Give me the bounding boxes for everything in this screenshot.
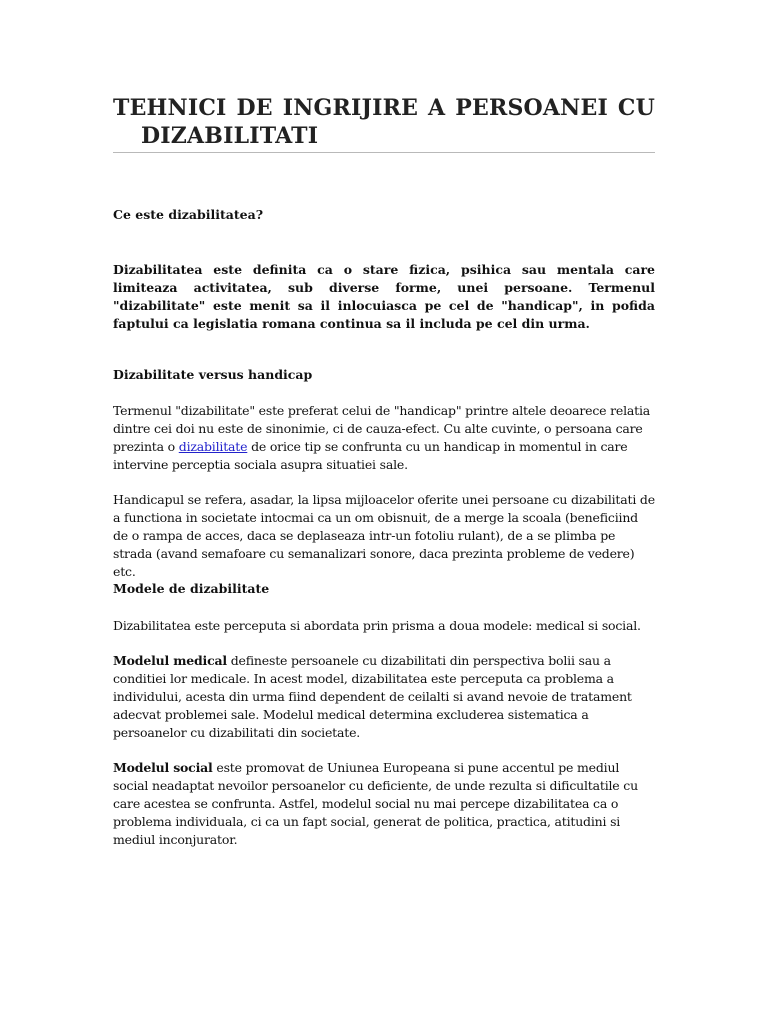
dizabilitate-link[interactable]: dizabilitate: [178, 439, 248, 454]
paragraph-handicapul: Handicapul se refera, asadar, la lipsa mijloacelor oferite unei persoane cu dizabilitati de a functiona in societate intocmai ca un om obisnuit, de a merge la scoala (beneficiind de o rampa de acces, daca se deplaseaza intr-un fotoliu rulant), de a se plimba pe strada (avand semafoare cu semanalizari sonore, daca prezinta probleme de vedere) etc.: [113, 492, 655, 579]
title-line-2: DIZABILITATI: [141, 123, 319, 149]
paragraph-termenul: [113, 402, 655, 474]
paragraph-modelul-social: [113, 759, 655, 849]
paragraph-modele-intro: Dizabilitatea este perceputa si abordata prin prisma a doua modele: medical si social.: [113, 618, 641, 633]
paragraph-text: Termenul "dizabilitate" este preferat celui de "handicap" printre altele deoarece relatia dintre cei doi nu este de sinonimie, ci de cauza-efect. Cu alte cuvinte, o persoana care prezinta o: [113, 403, 651, 454]
modelul-social-text: este promovat de Uniunea Europeana si pune accentul pe mediul social neadaptat nevoilor persoanelor cu deficiente, de unde rezulta si dificultatile cu care acestea se confrunta. Astfel, modelul social nu mai percepe dizabilitatea ca o problema individuala, ci ca un fapt social, generat de politica, practica, atitudini si mediul inconjurator.: [113, 760, 638, 847]
section-heading-modele-de-dizabilitate: Modele de dizabilitate: [113, 581, 270, 596]
modelul-medical-label: Modelul medical: [113, 653, 227, 668]
title-line-1: TEHNICI DE INGRIJIRE A PERSOANEI CU: [113, 95, 655, 121]
modelul-medical-text: defineste persoanele cu dizabilitati din perspectiva bolii sau a conditiei lor medicale. In acest model, dizabilitatea este perceputa ca problema a individului, acesta din urma fiind dependent de ceilalti si avand nevoie de tratament adecvat problemei sale. Modelul medical determina excluderea sistematica a persoanelor cu dizabilitati din societate.: [113, 653, 632, 740]
modelul-social-label: Modelul social: [113, 760, 213, 775]
paragraph-text: de orice tip se confrunta cu un handicap in momentul in care intervine perceptia sociala asupra situatiei sale.: [113, 439, 628, 472]
paragraph-modelul-medical: [113, 652, 655, 742]
definition-paragraph: Dizabilitatea este definita ca o stare fizica, psihica sau mentala care limiteaza activitatea, sub diverse forme, unei persoane. Termenul "dizabilitate" este menit sa il inlocuiasca pe cel de "handicap", in pofida faptului ca legislatia romana continua sa il includa pe cel din urma.: [113, 262, 655, 331]
title-divider: [113, 152, 655, 153]
question-heading: Ce este dizabilitatea?: [113, 207, 264, 222]
section-heading-dizabilitate-versus-handicap: Dizabilitate versus handicap: [113, 367, 313, 382]
document-title: [113, 94, 655, 150]
